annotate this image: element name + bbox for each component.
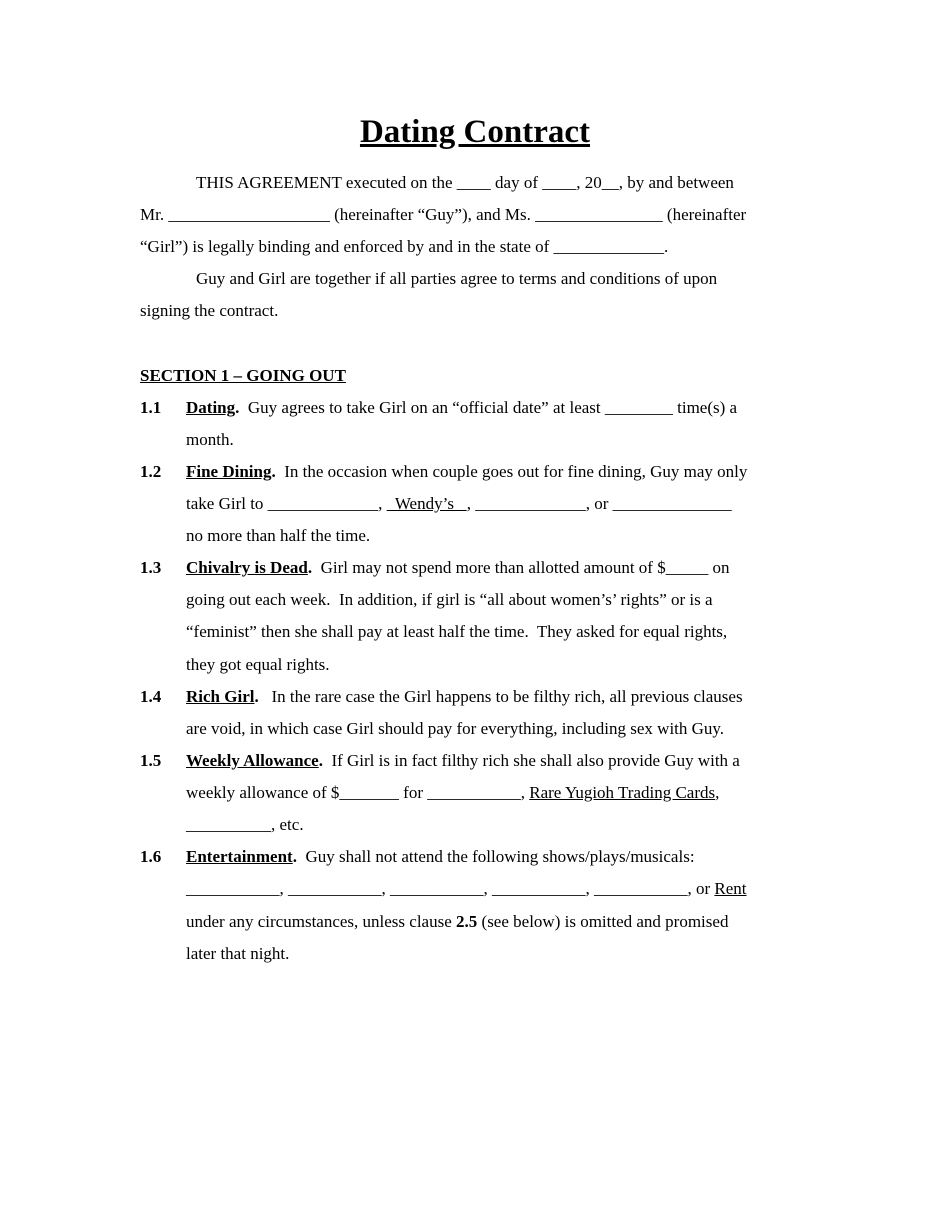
clause-1-1: Dating. Guy agrees to take Girl on an “official date” at least ________ time(s) a [186, 398, 738, 417]
clause-label: Fine Dining [186, 462, 272, 481]
clause-label: Entertainment [186, 847, 293, 866]
clause-text: In the occasion when couple goes out for fine dining, Guy may only [275, 462, 748, 481]
clause-text: Guy shall not attend the following shows/plays/musicals: [296, 847, 695, 866]
intro-line-4: Guy and Girl are together if all parties agree to terms and conditions of upon [196, 269, 718, 288]
clause-text-line [186, 493, 732, 515]
clause-label: Chivalry is Dead [186, 558, 308, 577]
clause-text: Girl may not spend more than allotted amount of $_____ on [312, 558, 730, 577]
clause-text: , [715, 783, 720, 802]
clause-text: ___________, ___________, ___________, ___________, ___________, or [186, 879, 715, 898]
clause-text: month. [186, 430, 234, 449]
clause-text: weekly allowance of $_______ for ___________, [186, 783, 530, 802]
clause-text-line [186, 782, 719, 804]
clause-text: going out each week. In addition, if girl is “all about women’s’ rights” or is a [186, 590, 713, 609]
clause-text: In the rare case the Girl happens to be filthy rich, all previous clauses [258, 687, 743, 706]
clause-text: , _____________, or ______________ [466, 494, 732, 513]
clause-number: 1.3 [140, 558, 162, 577]
filled-blank: Wendy’s [386, 494, 467, 513]
clause-1-5: Weekly Allowance. If Girl is in fact filthy rich she shall also provide Guy with a [186, 751, 740, 770]
clause-1-2: Fine Dining. In the occasion when couple goes out for fine dining, Guy may only [186, 462, 748, 481]
intro-line-3: “Girl”) is legally binding and enforced by and in the state of _____________. [140, 237, 669, 256]
intro-line-2: Mr. ___________________ (hereinafter “Guy”), and Ms. _______________ (hereinafter [140, 205, 747, 224]
intro-line-5: signing the contract. [140, 301, 279, 320]
clause-text: take Girl to _____________, [186, 494, 387, 513]
clause-text: under any circumstances, unless clause [186, 912, 457, 931]
filled-blank: Rare Yugioh Trading Cards [529, 783, 716, 802]
filled-blank: Rent [714, 879, 747, 898]
clause-reference: 2.5 [456, 912, 478, 931]
clause-label: Dating [186, 398, 236, 417]
clause-number: 1.4 [140, 687, 162, 706]
clause-number: 1.6 [140, 847, 162, 866]
section-1-heading: SECTION 1 – GOING OUT [140, 366, 346, 385]
clause-text: no more than half the time. [186, 526, 371, 545]
document-title: Dating Contract [359, 114, 591, 150]
clause-number: 1.1 [140, 398, 162, 417]
clause-text: they got equal rights. [186, 655, 330, 674]
clause-text: Guy agrees to take Girl on an “official date” at least ________ time(s) a [239, 398, 738, 417]
clause-text: “feminist” then she shall pay at least half the time. They asked for equal rights, [186, 622, 728, 641]
clause-1-3: Chivalry is Dead. Girl may not spend more than allotted amount of $_____ on [186, 558, 730, 577]
clause-text-line [186, 911, 728, 933]
clause-text-line [186, 878, 747, 900]
clause-number: 1.2 [140, 462, 162, 481]
clause-1-6: Entertainment. Guy shall not attend the following shows/plays/musicals: [186, 847, 695, 866]
clause-text: If Girl is in fact filthy rich she shall also provide Guy with a [322, 751, 740, 770]
intro-line-1: THIS AGREEMENT executed on the ____ day of ____, 20__, by and between [196, 173, 734, 192]
clause-text: (see below) is omitted and promised [477, 912, 729, 931]
clause-label: Rich Girl [186, 687, 255, 706]
clause-1-4: Rich Girl. In the rare case the Girl happens to be filthy rich, all previous clauses [186, 687, 743, 706]
clause-number: 1.5 [140, 751, 162, 770]
clause-label: Weekly Allowance [186, 751, 319, 770]
clause-text: are void, in which case Girl should pay for everything, including sex with Guy. [186, 719, 725, 738]
clause-text: __________, etc. [186, 815, 304, 834]
clause-text: later that night. [186, 944, 290, 963]
